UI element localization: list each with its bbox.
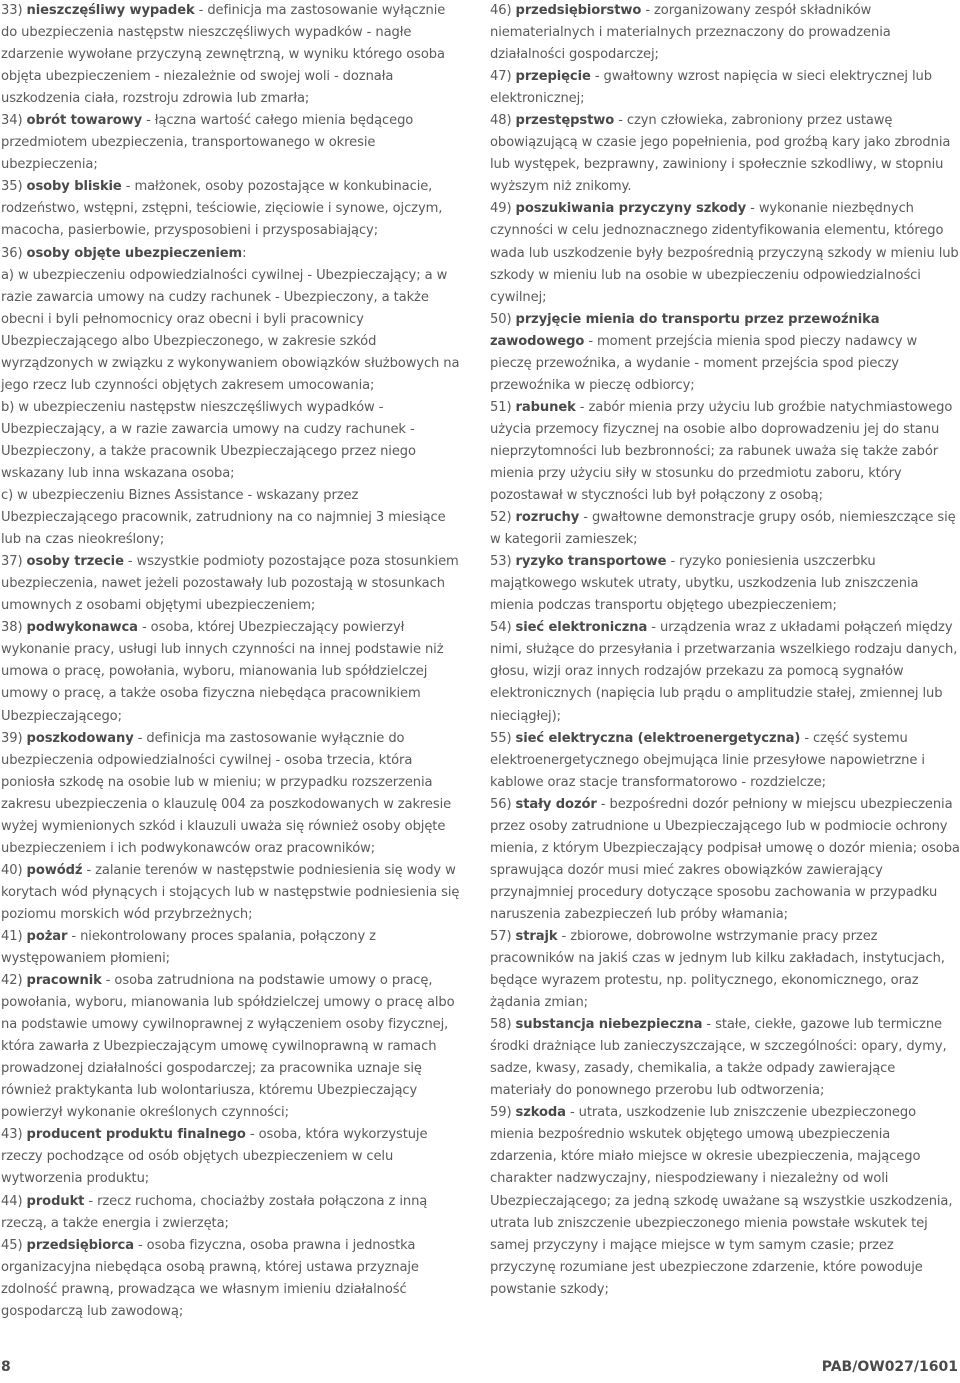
definition-term: pożar	[26, 928, 68, 944]
definition-number: 42)	[1, 973, 23, 989]
definition-text: - gwałtowny wzrost napięcia w sieci elektrycznej lub elektronicznej;	[490, 69, 932, 107]
definition-text: - moment przejścia mienia spod pieczy nadawcy w pieczę przewoźnika, a wydanie - moment przejścia spod pieczy przewoźnika w pieczę odbiorcy;	[490, 333, 918, 393]
definition-text: - bezpośredni dozór pełniony w miejscu ubezpieczenia przez osoby zatrudnione u Ubezpieczającego lub w podmiocie ochrony mienia, z którym Ubezpieczający podpisał umowę o dozór mienia; osoba sprawująca dozór musi mieć zakres obowiązków zawierający przynajmniej procedury dotyczące sposobu zachowania w przypadku naruszenia zabezpieczeń lub próby włamania;	[490, 796, 960, 922]
definition-sub-item: a) w ubezpieczeniu odpowiedzialności cywilnej - Ubezpieczający; a w razie zawarcia umowy na cudzy rachunek - Ubezpieczony, a także obecni i byli pełnomocnicy oraz obecni i byli pracownicy Ubezpieczającego albo Ubezpieczonego, w zakresie szkód wyrządzonych w związku z wykonywaniem obowiązków służbowych na jego rzecz lub czynności objętych zakresem umocowania;	[1, 267, 460, 393]
definition-entry	[490, 617, 960, 727]
definition-term: osoby bliskie	[26, 179, 122, 195]
definition-entry	[1, 176, 464, 242]
definition-term: osoby trzecie	[26, 554, 124, 570]
definition-term: podwykonawca	[26, 620, 138, 636]
definition-entry	[1, 0, 464, 110]
definition-entry	[490, 0, 960, 66]
left-column	[1, 0, 464, 1323]
page-number: 8	[1, 1359, 11, 1375]
definition-number: 54)	[490, 620, 512, 636]
definition-number: 47)	[490, 69, 512, 85]
definition-entry	[490, 110, 960, 198]
definition-term: powódź	[26, 862, 83, 878]
definition-entry	[490, 728, 960, 794]
definition-entry	[490, 551, 960, 617]
definition-number: 46)	[490, 3, 512, 18]
definition-text: - urządzenia wraz z układami połączeń między nimi, służące do przesyłania i przetwarzania wszelkiego rodzaju danych, głosu, wizji oraz innych rodzajów przekazu za pomocą sygnałów elektronicznych (napięcia lub prądu o amplitudzie stałej, zmiennej lub nieciągłej);	[490, 620, 958, 724]
definition-number: 41)	[1, 928, 23, 944]
definition-term: produkt	[26, 1193, 85, 1209]
definition-number: 44)	[1, 1193, 23, 1209]
definition-sub-item: b) w ubezpieczeniu następstw nieszczęśliwych wypadków - Ubezpieczający, a w razie zawarcia umowy na cudzy rachunek - Ubezpieczony, a także pracownik Ubezpieczającego przez niego wskazany lub inna wskazana osoba;	[1, 399, 416, 481]
document-code: PAB/OW027/1601	[821, 1359, 958, 1375]
definition-text: - wszystkie podmioty pozostające poza stosunkiem ubezpieczenia, nawet jeżeli pozostawały lub pozostają w stosunkach umownych z osobami objętymi ubezpieczeniem;	[1, 554, 459, 614]
definition-term: sieć elektryczna (elektroenergetyczna)	[515, 730, 801, 746]
definition-text: - stałe, ciekłe, gazowe lub termiczne środki drażniące lub zanieczyszczające, w szczególności: opary, dymy, sadze, kwasy, zasady, chemikalia, a także odpady zawierające materiały do ponownego przerobu lub odtworzenia;	[490, 1017, 947, 1099]
definition-term: obrót towarowy	[26, 113, 143, 129]
definition-text: - małżonek, osoby pozostające w konkubinacie, rodzeństwo, wstępni, zstępni, teściowie, zięciowie i synowe, ojczym, macocha, pasierbowie, przysposobieni i przysposabiający;	[1, 179, 443, 239]
right-column	[490, 0, 960, 1301]
definition-entry	[1, 860, 464, 926]
definition-term: substancja niebezpieczna	[515, 1017, 703, 1033]
definition-entry	[490, 397, 960, 507]
definition-term: przepięcie	[515, 69, 591, 85]
definition-entry	[1, 110, 464, 176]
definition-term: producent produktu finalnego	[26, 1127, 246, 1143]
definition-number: 51)	[490, 399, 512, 415]
definition-entry	[490, 1102, 960, 1300]
definition-text: - ryzyko poniesienia uszczerbku majątkowego wskutek utraty, ubytku, uszkodzenia lub zniszczenia mienia podczas transportu objętego ubezpieczeniem;	[490, 554, 919, 614]
definition-entry	[1, 970, 464, 1124]
definition-number: 53)	[490, 554, 512, 570]
definition-text: :	[242, 245, 247, 261]
definition-number: 59)	[490, 1105, 512, 1121]
definition-entry	[490, 794, 960, 926]
definition-text: - wykonanie niezbędnych czynności w celu jednoznacznego zidentyfikowania elementu, którego wada lub uszkodzenie były bezpośrednią przyczyną szkody w mieniu lub szkody w mieniu lub na osobie w ubezpieczeniu odpowiedzialności cywilnej;	[490, 201, 959, 305]
definition-number: 50)	[490, 311, 512, 327]
definition-term: poszukiwania przyczyny szkody	[515, 201, 747, 217]
definition-text: - zorganizowany zespół składników niematerialnych i materialnych przeznaczony do prowadzenia działalności gospodarczej;	[490, 3, 891, 63]
definition-text: - zbiorowe, dobrowolne wstrzymanie pracy przez pracowników na jakiś czas w jednym lub kilku zakładach, instytucjach, będące wyrazem protestu, np. politycznego, ekonomicznego, oraz żądania zmian;	[490, 928, 945, 1011]
definition-term: strajk	[515, 928, 558, 944]
definition-entry	[490, 66, 960, 110]
definition-text: - osoba zatrudniona na podstawie umowy o pracę, powołania, wyboru, mianowania lub spółdzielczej umowy o pracę albo na podstawie umowy cywilnoprawnej z wyłączeniem osoby fizycznej, która zawarła z Ubezpieczającym umowę cywilnoprawną w ramach prowadzonej działalności gospodarczej; za pracownika uznaje się również praktykanta lub wolontariusza, któremu Ubezpieczający powierzył wykonanie określonych czynności;	[1, 973, 455, 1121]
definition-term: przedsiębiorstwo	[515, 3, 642, 18]
definition-entry	[490, 309, 960, 397]
definition-text: - osoba, której Ubezpieczający powierzył wykonanie pracy, usługi lub innych czynności na innej podstawie niż umowa o pracę, powołania, wyboru, mianowania lub spółdzielczej umowy o pracę, a także osoba fizyczna niebędąca pracownikiem Ubezpieczającego;	[1, 620, 444, 724]
definition-number: 56)	[490, 796, 512, 812]
definition-number: 45)	[1, 1237, 23, 1253]
definition-number: 40)	[1, 862, 23, 878]
definition-text: - czyn człowieka, zabroniony przez ustawę obowiązującą w czasie jego popełnienia, pod groźbą kary jako zbrodnia lub występek, bezprawny, zawiniony i społecznie szkodliwy, w stopniu wyższym niż znikomy.	[490, 113, 951, 195]
definition-entry	[1, 551, 464, 617]
definition-term: poszkodowany	[26, 730, 134, 746]
definition-sub-item: c) w ubezpieczeniu Biznes Assistance - wskazany przez Ubezpieczającego pracownik, zatrudniony na co najmniej 3 miesiące lub na czas nieokreślony;	[1, 488, 446, 548]
definition-entry	[490, 926, 960, 1014]
definition-entry	[1, 1191, 464, 1235]
definition-term: przedsiębiorca	[26, 1237, 134, 1253]
definition-term: stały dozór	[515, 796, 597, 812]
definition-number: 35)	[1, 179, 23, 195]
definition-number: 34)	[1, 113, 23, 129]
definition-number: 58)	[490, 1017, 512, 1033]
definition-term: sieć elektroniczna	[515, 620, 648, 636]
definition-number: 38)	[1, 620, 23, 636]
definition-entry	[1, 1124, 464, 1190]
definition-text: - niekontrolowany proces spalania, połączony z występowaniem płomieni;	[1, 928, 376, 967]
definition-entry	[490, 1014, 960, 1102]
definition-number: 39)	[1, 730, 23, 746]
definition-entry	[1, 243, 464, 265]
definition-term: osoby objęte ubezpieczeniem	[26, 245, 243, 261]
definition-number: 49)	[490, 201, 512, 217]
definition-entry	[1, 617, 464, 727]
definition-text: - definicja ma zastosowanie wyłącznie do ubezpieczenia odpowiedzialności cywilnej - osoba trzecia, która poniosła szkodę na osobie lub w mieniu; w przypadku rozszerzenia zakresu ubezpieczenia o klauzulę 004 za poszkodowanych w zakresie wyżej wymienionych szkód i klauzuli uważa się również osoby objęte ubezpieczeniem i ich podwykonawców oraz pracowników;	[1, 730, 452, 856]
definition-number: 37)	[1, 554, 23, 570]
definition-term: rozruchy	[515, 510, 580, 526]
definition-text: - zalanie terenów w następstwie podniesienia się wody w korytach wód płynących i stojących lub w następstwie podniesienia się poziomu morskich wód przybrzeżnych;	[1, 862, 460, 922]
definition-entry	[1, 728, 464, 860]
definition-entry	[1, 1235, 464, 1323]
definition-entry	[490, 198, 960, 308]
definition-text: - osoba fizyczna, osoba prawna i jednostka organizacyjna niebędąca osobą prawną, której ustawa przyznaje zdolność prawną, prowadząca we własnym imieniu działalność gospodarczą lub zawodową;	[1, 1237, 419, 1319]
definition-text: - zabór mienia przy użyciu lub groźbie natychmiastowego użycia przemocy fizycznej na osobie albo doprowadzeniu jej do stanu nieprzytomności lub bezbronności; za rabunek uważa się także zabór mienia przy użyciu siły w stosunku do przedmiotu zaboru, który pozostawał w styczności lub był połączony z osobą;	[490, 399, 953, 504]
definition-entry	[1, 926, 464, 970]
definition-entry	[490, 507, 960, 551]
definition-term: ryzyko transportowe	[515, 554, 667, 570]
definition-text: - łączna wartość całego mienia będącego przedmiotem ubezpieczenia, transportowanego w okresie ubezpieczenia;	[1, 113, 414, 173]
definition-text: - osoba, która wykorzystuje rzeczy pochodzące od osób objętych ubezpieczeniem w celu wytworzenia produktu;	[1, 1127, 428, 1187]
definition-number: 55)	[490, 730, 512, 746]
definition-text: - rzecz ruchoma, chociażby została połączona z inną rzeczą, a także energia i zwierzęta;	[1, 1193, 428, 1231]
definition-number: 52)	[490, 510, 512, 526]
definition-term: pracownik	[26, 973, 102, 989]
definition-number: 43)	[1, 1127, 23, 1143]
definition-text: - część systemu elektroenergetycznego obejmująca linie przesyłowe napowietrzne i kablowe oraz stacje transformatorowo - rozdzielcze;	[490, 730, 925, 790]
definition-text: - definicja ma zastosowanie wyłącznie do ubezpieczenia następstw nieszczęśliwych wypadków - nagłe zdarzenie wywołane przyczyną zewnętrzną, w wyniku którego osoba objęta ubezpieczeniem - niezależnie od swojej woli - doznała uszkodzenia ciała, rozstroju zdrowia lub zmarła;	[1, 3, 446, 107]
definition-text: - gwałtowne demonstracje grupy osób, niemieszczące się w kategorii zamieszek;	[490, 510, 956, 548]
definition-term: rabunek	[515, 399, 576, 415]
definition-number: 57)	[490, 928, 512, 944]
definition-term: przyjęcie mienia do transportu przez przewoźnika zawodowego	[490, 311, 880, 349]
definition-number: 36)	[1, 245, 23, 261]
definition-term: nieszczęśliwy wypadek	[26, 3, 195, 18]
definition-number: 33)	[1, 3, 23, 18]
definition-number: 48)	[490, 113, 512, 129]
definition-term: szkoda	[515, 1105, 566, 1121]
definition-text: - utrata, uszkodzenie lub zniszczenie ubezpieczonego mienia bezpośrednio wskutek objętego umową ubezpieczenia zdarzenia, które miało miejsce w okresie ubezpieczenia, mającego charakter nadzwyczajny, niespodziewany i niezależny od woli Ubezpieczającego; za jedną szkodę uważane są wszystkie uszkodzenia, utrata lub zniszczenie ubezpieczonego mienia powstałe wskutek tej samej przyczyny i mające miejsce w tym samym czasie; przez przyczynę rozumiane jest ubezpieczone zdarzenie, które powoduje powstanie szkody;	[490, 1105, 953, 1297]
definition-term: przestępstwo	[515, 113, 615, 129]
